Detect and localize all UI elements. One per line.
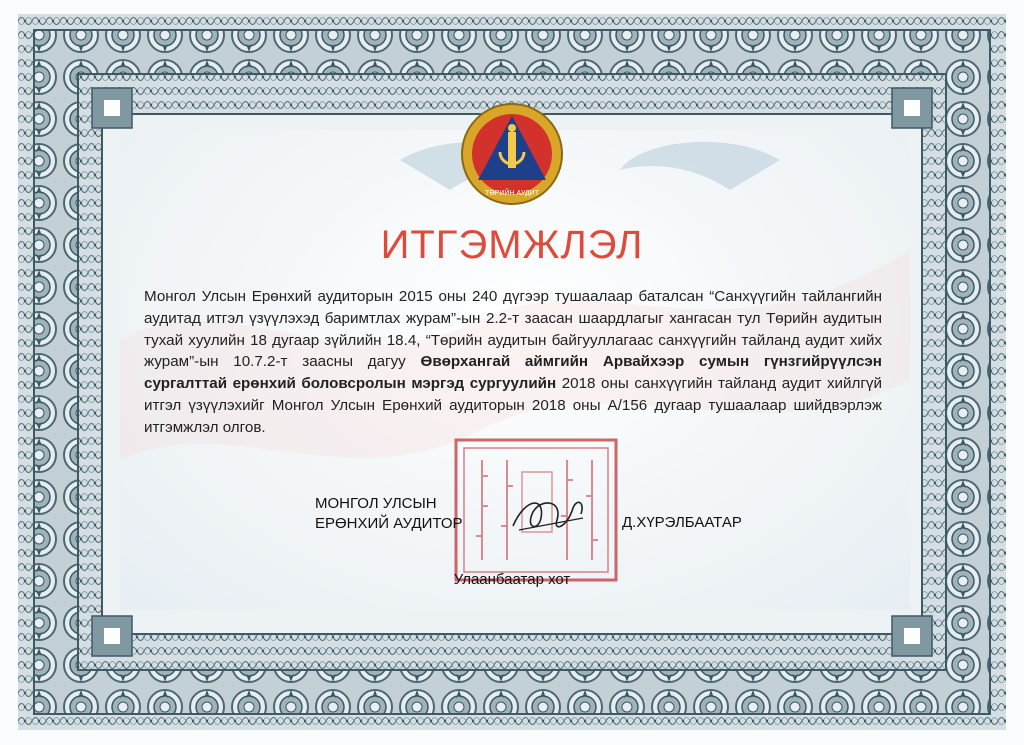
signer-title: [315, 494, 463, 534]
handwritten-signature: [505, 488, 595, 538]
state-audit-emblem: [460, 102, 564, 206]
signer-title-line2: ЕРӨНХИЙ АУДИТОР: [315, 515, 463, 532]
emblem-text: ТӨРИЙН АУДИТ: [485, 190, 539, 197]
body-text-part1: Монгол Улсын Ерөнхий аудиторын 2015 оны 240 дүгээр тушаалаар баталсан “Санхүүгийн тайлангийн аудитад итгэл үзүүлэхэд баримтлах журам”-ын 2.2-т заасан шаардлагыг хангасан тул Төрийн аудитын тухай хуулийн 18 дугаар зүйлийн 18.4, “Төрийн аудитын байгууллагаас санхүүгийн тайланд аудит хийх журам”-ын 10.7.2-т заасны дагуу: [144, 288, 882, 371]
issue-city: Улаанбаатар хот: [453, 571, 571, 588]
certificate-title: ИТГЭМЖЛЭЛ: [380, 223, 644, 267]
signer-name: Д.ХҮРЭЛБААТАР: [622, 514, 742, 531]
signature-graphic: [505, 488, 595, 538]
certificate-body: [144, 286, 882, 439]
signer-title-line1: МОНГОЛ УЛСЫН: [315, 495, 437, 512]
body-text-institution: Өвөрхангай аймгийн Арвайхээр сумын гүнзгийрүүлсэн сургалттай ерөнхий боловсролын мэргэд сургуулийн: [144, 353, 882, 393]
body-text-part2: 2018 оны санхүүгийн тайланд аудит хийлгүй итгэл үзүүлэхийг Монгол Улсын Ерөнхий аудиторын 2018 оны А/156 дугаар тушаалаар шийдвэрлэж итгэмжлэл олгов.: [144, 375, 882, 436]
emblem-graphic: [460, 102, 564, 206]
